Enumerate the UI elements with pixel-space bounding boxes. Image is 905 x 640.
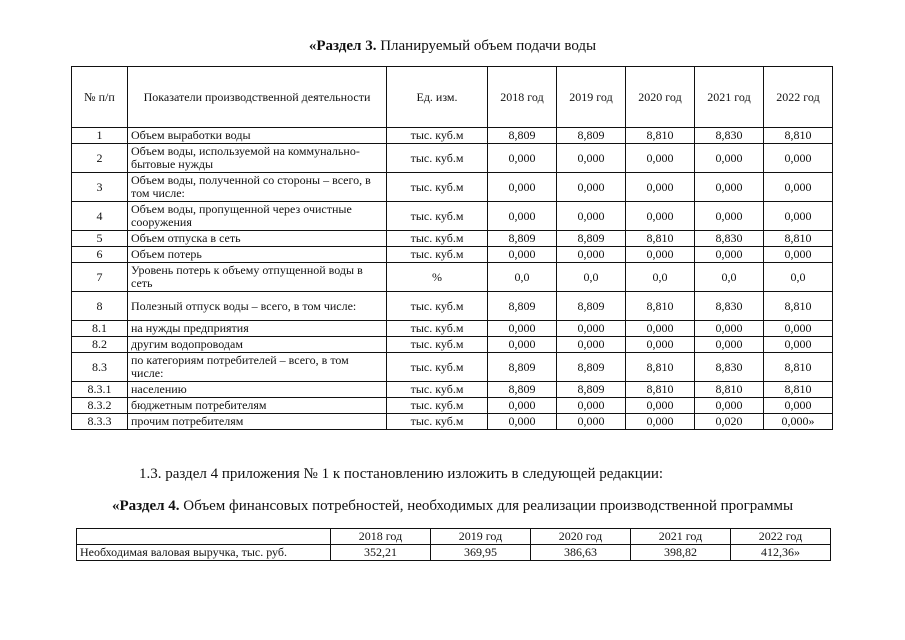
row-indicator: населению: [128, 382, 387, 398]
cell-2021: 8,810: [695, 382, 764, 398]
cell-2021: 0,000: [695, 173, 764, 202]
cell-2019: 0,000: [557, 321, 626, 337]
table-row: [72, 321, 833, 337]
cell-2019: 0,000: [557, 337, 626, 353]
cell-2018: 8,809: [488, 353, 557, 382]
table-row: [72, 414, 833, 430]
row-unit: тыс. куб.м: [387, 247, 488, 263]
row-unit: тыс. куб.м: [387, 202, 488, 231]
row-indicator: Объем воды, используемой на коммунально-бытовые нужды: [128, 144, 387, 173]
table-row: [72, 247, 833, 263]
cell-2020: 8,810: [626, 292, 695, 321]
table-row: [72, 263, 833, 292]
section3-title-bold: «Раздел 3.: [308, 38, 377, 54]
section4-title: [0, 498, 905, 515]
cell-2019: 369,95: [431, 545, 531, 561]
cell-2020: 8,810: [626, 128, 695, 144]
cell-2019: 8,809: [557, 128, 626, 144]
header-2022: 2022 год: [731, 529, 831, 545]
row-num: 5: [72, 231, 128, 247]
table-header-row: [72, 67, 833, 128]
row-num: 1: [72, 128, 128, 144]
row-indicator: бюджетным потребителям: [128, 398, 387, 414]
cell-2019: 8,809: [557, 292, 626, 321]
row-num: 8.1: [72, 321, 128, 337]
cell-2022: 8,810: [764, 128, 833, 144]
cell-2021: 0,000: [695, 398, 764, 414]
header-2021: 2021 год: [695, 67, 764, 128]
cell-2018: 0,000: [488, 321, 557, 337]
header-2018: 2018 год: [331, 529, 431, 545]
cell-2020: 8,810: [626, 382, 695, 398]
cell-2020: 0,000: [626, 247, 695, 263]
row-indicator: Объем воды, полученной со стороны – всего, в том числе:: [128, 173, 387, 202]
row-num: 8.3.2: [72, 398, 128, 414]
cell-2019: 0,000: [557, 247, 626, 263]
cell-2022: 8,810: [764, 382, 833, 398]
cell-2022: 0,000: [764, 321, 833, 337]
cell-2021: 0,000: [695, 144, 764, 173]
row-unit: тыс. куб.м: [387, 231, 488, 247]
water-supply-table: [71, 66, 833, 430]
row-num: 8.2: [72, 337, 128, 353]
row-unit: тыс. куб.м: [387, 382, 488, 398]
cell-2018: 352,21: [331, 545, 431, 561]
cell-2021: 8,830: [695, 353, 764, 382]
cell-2021: 0,020: [695, 414, 764, 430]
row-unit: %: [387, 263, 488, 292]
cell-2018: 0,000: [488, 144, 557, 173]
row-num: 7: [72, 263, 128, 292]
cell-2022: 0,0: [764, 263, 833, 292]
cell-2020: 0,000: [626, 321, 695, 337]
cell-2018: 0,000: [488, 247, 557, 263]
row-unit: тыс. куб.м: [387, 353, 488, 382]
cell-2019: 0,000: [557, 414, 626, 430]
row-unit: тыс. куб.м: [387, 292, 488, 321]
row-indicator: Объем выработки воды: [128, 128, 387, 144]
table-row: [72, 173, 833, 202]
cell-2020: 0,000: [626, 144, 695, 173]
row-indicator: по категориям потребителей – всего, в том числе:: [128, 353, 387, 382]
cell-2020: 0,000: [626, 337, 695, 353]
cell-2022: 0,000: [764, 247, 833, 263]
table-row: [72, 128, 833, 144]
section4-title-text: Объем финансовых потребностей, необходимых для реализации производственной программы: [179, 498, 794, 514]
cell-2019: 8,809: [557, 353, 626, 382]
financial-needs-table: [76, 528, 831, 561]
header-2021: 2021 год: [631, 529, 731, 545]
cell-2018: 0,000: [488, 173, 557, 202]
cell-2021: 0,0: [695, 263, 764, 292]
row-num: 2: [72, 144, 128, 173]
table-row: [72, 292, 833, 321]
row-indicator: на нужды предприятия: [128, 321, 387, 337]
cell-2021: 0,000: [695, 321, 764, 337]
amendment-note: 1.3. раздел 4 приложения № 1 к постановлению изложить в следующей редакции:: [139, 466, 664, 482]
row-unit: тыс. куб.м: [387, 321, 488, 337]
cell-2019: 0,0: [557, 263, 626, 292]
table-row: [77, 545, 831, 561]
row-unit: тыс. куб.м: [387, 173, 488, 202]
row-unit: тыс. куб.м: [387, 144, 488, 173]
row-indicator: Уровень потерь к объему отпущенной воды в сеть: [128, 263, 387, 292]
cell-2022: 0,000»: [764, 414, 833, 430]
row-num: 8: [72, 292, 128, 321]
header-2020: 2020 год: [531, 529, 631, 545]
section3-title-text: Планируемый объем подачи воды: [376, 38, 597, 54]
cell-2018: 8,809: [488, 382, 557, 398]
header-unit: Ед. изм.: [387, 67, 488, 128]
cell-2020: 8,810: [626, 231, 695, 247]
cell-2022: 0,000: [764, 144, 833, 173]
cell-2020: 0,000: [626, 202, 695, 231]
row-num: 8.3: [72, 353, 128, 382]
cell-2021: 398,82: [631, 545, 731, 561]
cell-2019: 0,000: [557, 173, 626, 202]
table-row: [72, 353, 833, 382]
header-2022: 2022 год: [764, 67, 833, 128]
cell-2019: 8,809: [557, 231, 626, 247]
row-num: 8.3.1: [72, 382, 128, 398]
row-num: 6: [72, 247, 128, 263]
section3-title: [0, 38, 905, 55]
row-indicator: Объем отпуска в сеть: [128, 231, 387, 247]
table-row: [72, 382, 833, 398]
row-label: Необходимая валовая выручка, тыс. руб.: [77, 545, 331, 561]
cell-2020: 386,63: [531, 545, 631, 561]
header-indicator: Показатели производственной деятельности: [128, 67, 387, 128]
cell-2021: 0,000: [695, 247, 764, 263]
cell-2022: 0,000: [764, 398, 833, 414]
cell-2020: 8,810: [626, 353, 695, 382]
cell-2018: 0,000: [488, 398, 557, 414]
cell-2022: 8,810: [764, 231, 833, 247]
header-2018: 2018 год: [488, 67, 557, 128]
row-unit: тыс. куб.м: [387, 414, 488, 430]
table-row: [72, 144, 833, 173]
row-indicator: прочим потребителям: [128, 414, 387, 430]
cell-2021: 8,830: [695, 292, 764, 321]
cell-2021: 8,830: [695, 128, 764, 144]
header-num: № п/п: [72, 67, 128, 128]
cell-2021: 0,000: [695, 202, 764, 231]
cell-2019: 0,000: [557, 144, 626, 173]
header-2019: 2019 год: [557, 67, 626, 128]
cell-2018: 0,0: [488, 263, 557, 292]
cell-2022: 0,000: [764, 173, 833, 202]
cell-2020: 0,0: [626, 263, 695, 292]
cell-2022: 8,810: [764, 292, 833, 321]
cell-2018: 8,809: [488, 128, 557, 144]
row-indicator: Полезный отпуск воды – всего, в том числе:: [128, 292, 387, 321]
cell-2020: 0,000: [626, 173, 695, 202]
header-2019: 2019 год: [431, 529, 531, 545]
cell-2021: 0,000: [695, 337, 764, 353]
cell-2020: 0,000: [626, 414, 695, 430]
row-indicator: другим водопроводам: [128, 337, 387, 353]
row-indicator: Объем воды, пропущенной через очистные сооружения: [128, 202, 387, 231]
cell-2018: 8,809: [488, 292, 557, 321]
table-row: [72, 231, 833, 247]
row-unit: тыс. куб.м: [387, 398, 488, 414]
row-num: 8.3.3: [72, 414, 128, 430]
row-indicator: Объем потерь: [128, 247, 387, 263]
row-unit: тыс. куб.м: [387, 337, 488, 353]
cell-2018: 0,000: [488, 202, 557, 231]
cell-2021: 8,830: [695, 231, 764, 247]
cell-2019: 0,000: [557, 398, 626, 414]
row-unit: тыс. куб.м: [387, 128, 488, 144]
table-row: [72, 398, 833, 414]
cell-2020: 0,000: [626, 398, 695, 414]
row-num: 4: [72, 202, 128, 231]
cell-2018: 0,000: [488, 414, 557, 430]
header-2020: 2020 год: [626, 67, 695, 128]
section4-title-bold: «Раздел 4.: [111, 498, 180, 514]
table-header-row: [77, 529, 831, 545]
table-row: [72, 337, 833, 353]
cell-2022: 0,000: [764, 337, 833, 353]
cell-2018: 0,000: [488, 337, 557, 353]
cell-2019: 8,809: [557, 382, 626, 398]
table-row: [72, 202, 833, 231]
cell-2018: 8,809: [488, 231, 557, 247]
cell-2022: 8,810: [764, 353, 833, 382]
header-blank: [77, 529, 331, 545]
cell-2019: 0,000: [557, 202, 626, 231]
cell-2022: 412,36»: [731, 545, 831, 561]
row-num: 3: [72, 173, 128, 202]
cell-2022: 0,000: [764, 202, 833, 231]
